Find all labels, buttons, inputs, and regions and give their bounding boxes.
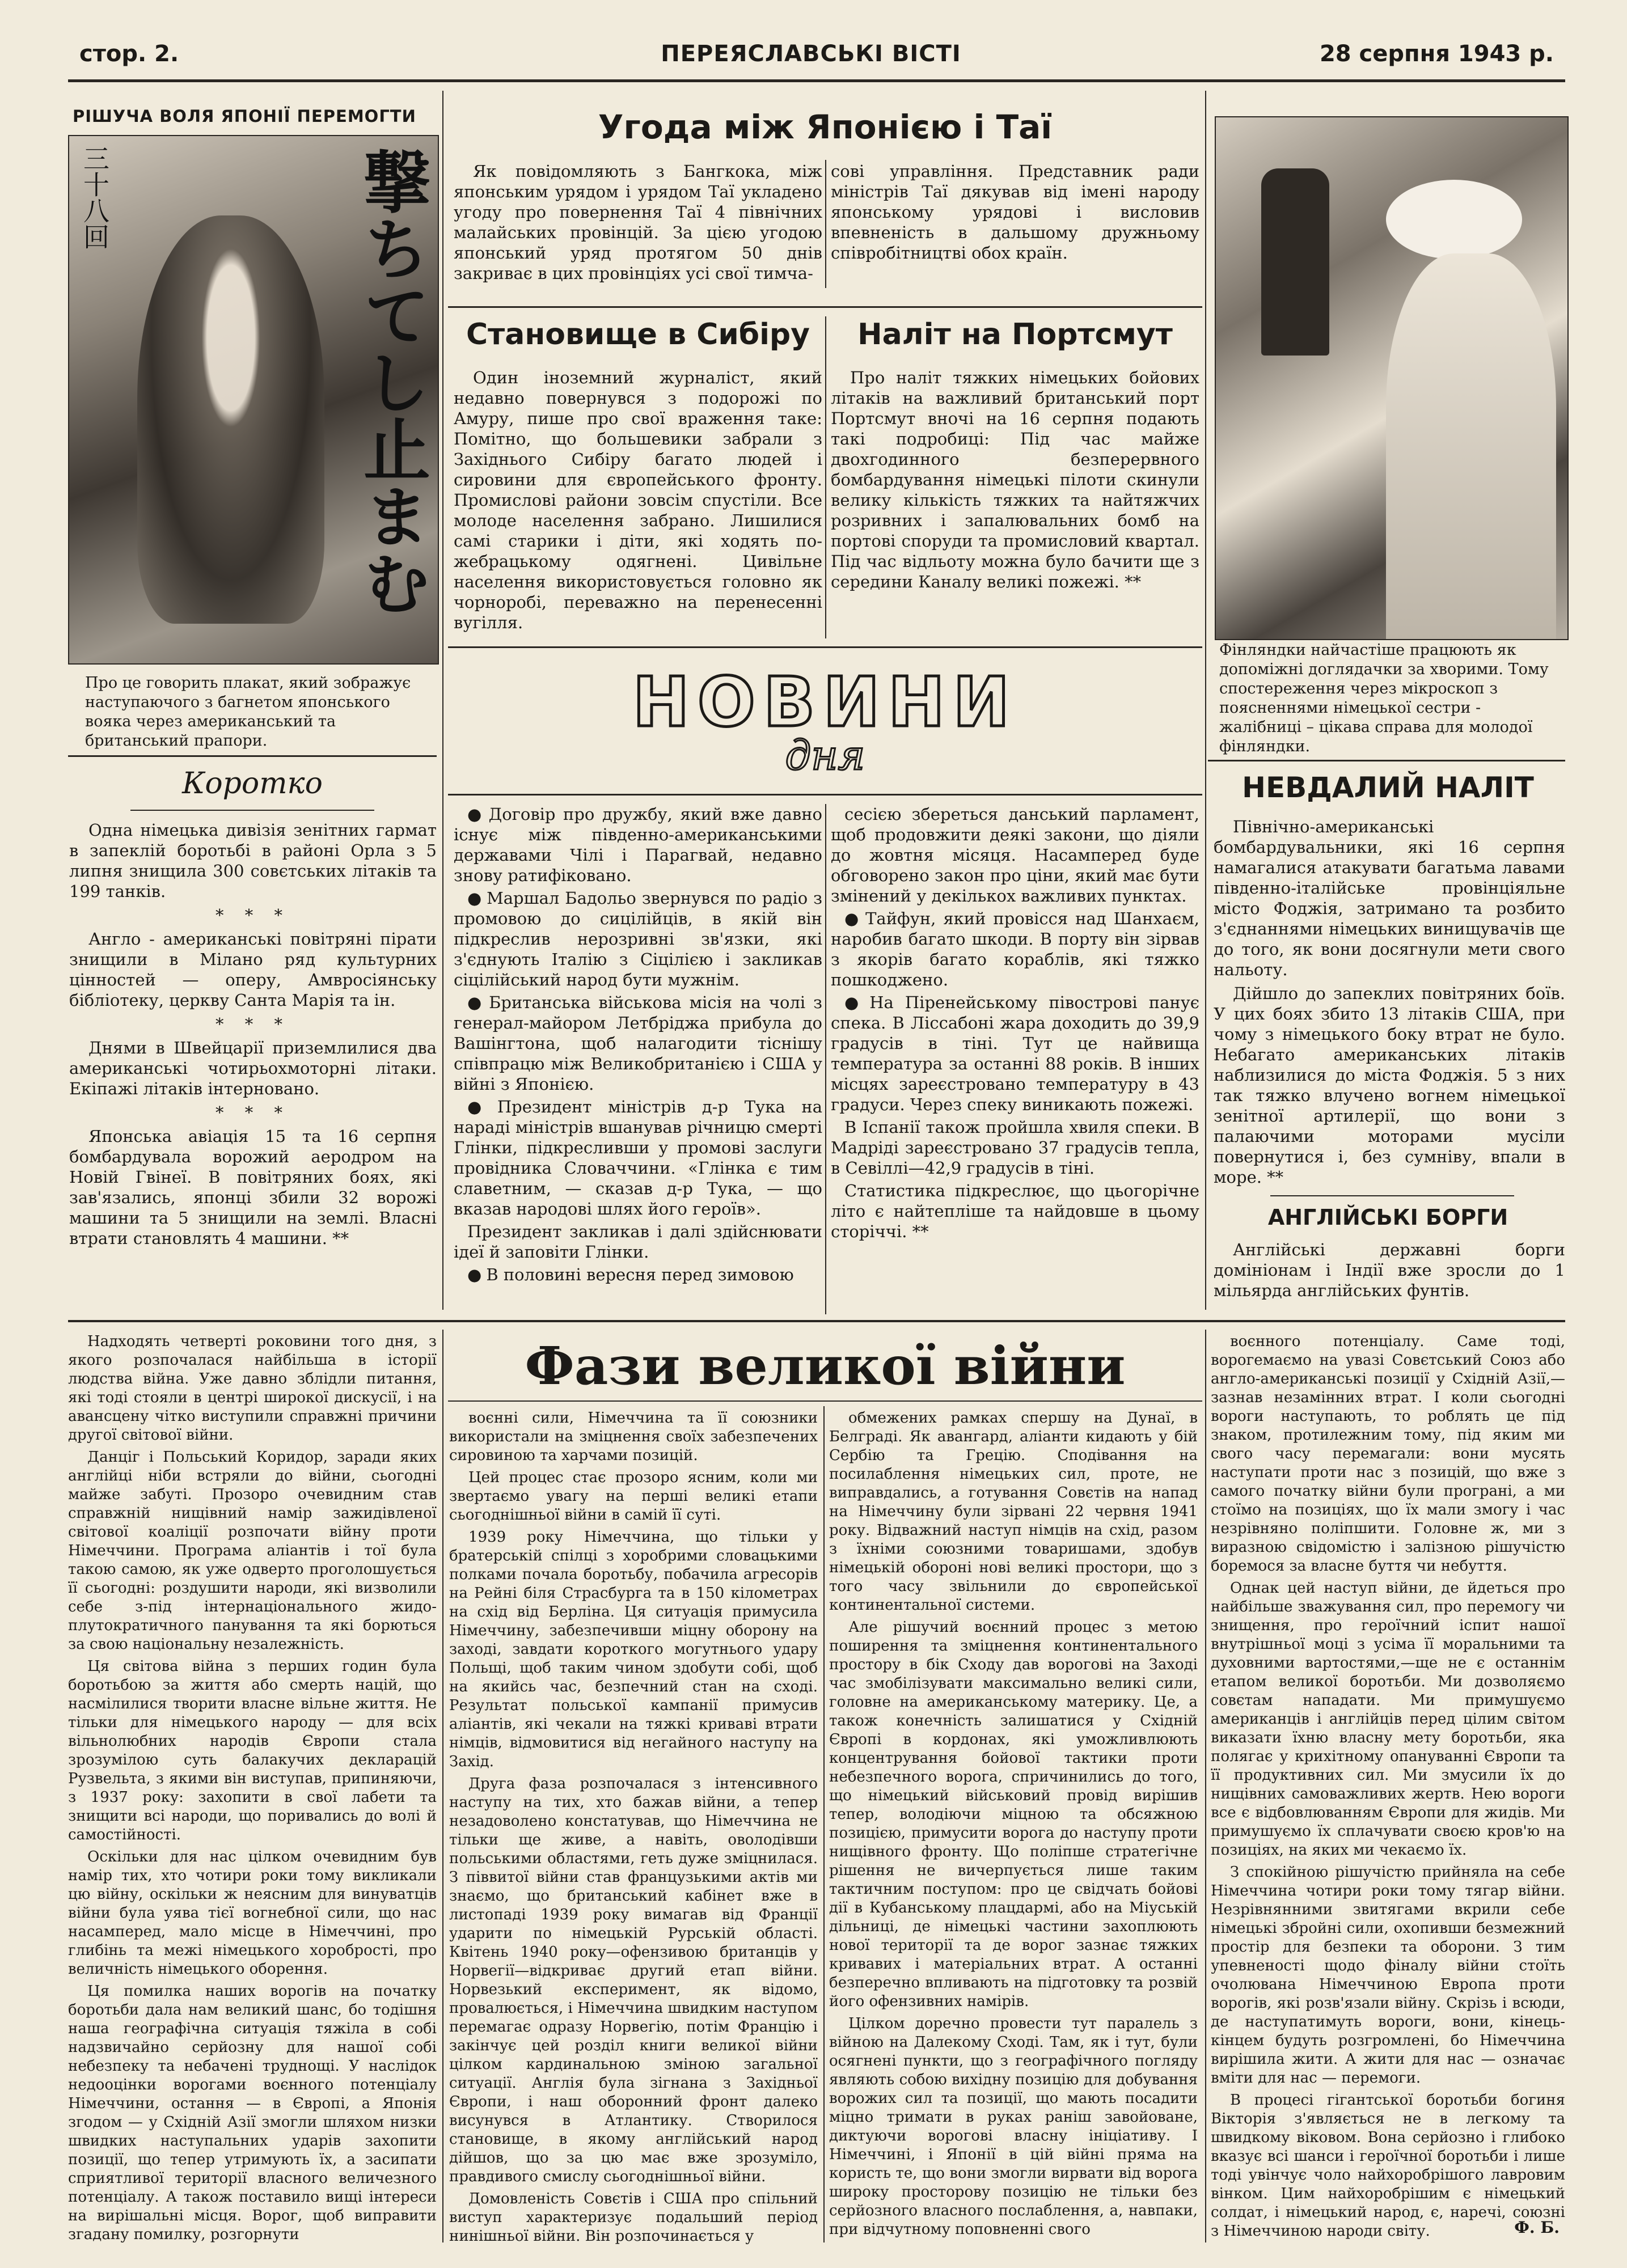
nurses-photo <box>1215 116 1569 640</box>
briefly-separator: * * * <box>215 905 290 925</box>
portsmouth-title: Наліт на Портсмут <box>857 318 1173 352</box>
phases-para: Друга фаза розпочалася з інтенсивного наступу на тих, хто бажав війни, а тепер незадоволено констатував, що Німеччина не тільки ще живе, а навіть, оволодівши польськими областями, геть дуже зміцнилася. З піввитої війни став французькими актів ми знаємо, що британський кабінет вже в листопаді 1939 року вимагав від Франції ударити по німецькій Рурській області. Квітень 1940 року—офензивою британців у Норвегії—відкриває другий етап війни. Норвезький експеримент, як відомо, провалюється, і Німеччина швидким наступом перемагає одразу Норвегію, потім Францію і закінчує цей розділ книги великої війни цілком кардинальною зміною загальної ситуації. Англія була зігнана з Західньої Європи, і наш оборонний фронт далеко висунувся в Атлантику. Створилося становище, в якому англійський народ дійшов, що за цю має вже зрозуміло, правдивого смислу сьогоднішньої війни. <box>449 1775 818 2185</box>
news-item: ● Тайфун, який провісся над Шанхаєм, наробив багато шкоди. В порту він зірвав з якорів багато кораблів, які тяжко пошкоджено. <box>831 908 1199 990</box>
news-item: Президент закликав і далі здійснювати ідеї й заповіти Глінки. <box>454 1222 822 1262</box>
left-column-rule <box>442 91 443 1310</box>
news-col2 <box>831 804 1199 1314</box>
phases-para: В процесі гігантської боротьби богиня Вікторія з'являється не в легкому та швидкому віковом. Вона серйозно і глибоко вказує всі шанси і героїчної боротьби і лише тоді увінчує чоло найхоробрішого лавровим вінком. Цим найхоробрішим є німецький солдат, і німецький народ, є, наречі, союзні з Німеччиною народи світу. <box>1211 2092 1565 2240</box>
news-divider <box>825 804 826 1314</box>
briefly-title-rule <box>130 810 374 811</box>
briefly-separator: * * * <box>215 1103 290 1122</box>
english-debts-title: АНГЛІЙСЬКІ БОРГИ <box>1267 1205 1508 1230</box>
japan-thai-col1: Як повідомляють з Бангкока, між японським урядом і урядом Таї укладено угоду про повернення Таї 4 північних малайських провінцій. За цією угодою японський уряд протягом 50 днів закриває в цих провінціях усі свої тимча- <box>454 162 822 283</box>
phases-col1 <box>68 1332 437 2243</box>
phases-para: Однак цей наступ війни, де йдеться про найбільше зважування сил, про перемогу чи знищення, про героїчний іспит нашої внутрішньої моці з усіма її моральними та духовними вартостями,—ще не є останнім етапом великої боротьби. Ми дозволяємо совєтам нападати. Ми примушуємо американців і англійців перед цілим світом виказати їхню власну мету боротьби, яка полягає у крихітному опануванні Європи та її продуктивних сил. Ми змусили їх до нищівних самоважливих жертв. Нею вороги все є відбовлюванням Європи для жидів. Ми примушуємо їх сплачувати своєю кров'ю на позиціях, на яких ми чекаємо їх. <box>1211 1580 1565 1859</box>
portsmouth-text: Про наліт тяжких німецьких бойових літаків на важливий британський порт Портсмут вночі на 16 серпня подають такі подробиці: Під час майже двохгодинного безперервного бомбардування німецькі пілоти скинули велику кількість тяжких та найтяжчих розривних і запалювальних бомб на портові споруди та промисловий квартал. Під час відльоту можна було бачити ще з середини Каналу великі пожежі. ** <box>831 368 1199 591</box>
briefly-item: Англо - американські повітряні пірати знищили в Мілано ряд культурних цінностей — оперу, Амвросіянську бібліотеку, церкву Санта Марія та ін. <box>69 929 437 1010</box>
news-item: ● В половині вересня перед зимовою <box>454 1264 822 1285</box>
poster-lettering-small: 三十八回 <box>79 145 110 249</box>
phases-para: обмежених рамках спершу на Дунаї, в Белграді. Як авангард, аліанти кидають у бій Сербію та Грецію. Сподівання на посилаблення німецьких сил, проте, не виправдались, а готування Совєтів на напад на Німеччину були зірвані 22 червня 1941 року. Відважний наступ німців на схід, разом з їхніми союзними товаришами, здобув німецькій обороні нові великі простори, що з того часу звільнили до європейської континентальної системи. <box>829 1410 1198 1614</box>
poster-image <box>68 135 439 665</box>
poster-caption: Про це говорить плакат, який зображує наступаючого з багнетом японського вояка через американський та британський прапори. <box>85 674 411 750</box>
phases-para: Надходять четверті роковини того дня, з якого розпочалася найбільша в історії людства війна. Уже давно зблідли питання, які тоді стояли в центрі широкої дискусії, і на авансцену чітко виступили справжні причини другої світової війни. <box>68 1333 437 1444</box>
news-item: сесією збереться данський парламент, щоб продовжити деякі закони, що діяли до жовтня місяця. Насамперед буде обговорено закон про ціни, який має бути змінений у декількох важливих пунктах. <box>831 805 1199 905</box>
poster-caption-top: РІШУЧА ВОЛЯ ЯПОНІЇ ПЕРЕМОГТИ <box>73 107 416 126</box>
right-column-rule <box>1205 91 1206 1310</box>
poster-rule <box>68 755 437 757</box>
news-item: ● Договір про дружбу, який вже давно існує між південно-американськими державами Чілі і Парагвай, недавно знову ратифіковано. <box>454 804 822 886</box>
briefly-title: Коротко <box>182 767 323 801</box>
phases-para: Але рішучий воєнний процес з метою поширення та зміцнення континентального простору в бік Сходу дав ворогові на Заході час змобілізувати максимально великі сили, головне на американському материку. Це, а також конечність залишатися у Східній Європі в кордонах, які уможливлюють концентрування бойової тактики проти небезпечного ворога, спричинились до того, що німецький військовий провід вирішив тепер, володіючи міцною та обсяжною позицією, примусити ворога до наступу проти нищівного фронту. Що поліпше стратегічне рішення не вичерпується лише таким тактичним поступом: про це свідчать бойові дії в Кубанському плацдармі, або на Міуській дільниці, де німецькі частини захоплюють нової території та де ворог зазнає тяжких кривавих і матеріальних втрат. А останні безперечно впливають на підготовку та розвій його офензивних намірів. <box>829 1619 1198 2010</box>
phases-divider <box>442 1330 443 2242</box>
phases-col2 <box>449 1409 818 2245</box>
news-item: ● Британська військова місія на чолі з генерал-майором Летбріджа прибула до Вашінгтона, щоб налагодити тіснішу співпрацю між Великобританією і США у війні з Японією. <box>454 992 822 1094</box>
news-col1 <box>454 804 822 1314</box>
debts-rule <box>1270 1195 1514 1196</box>
failed-raid-body <box>1214 816 1565 1185</box>
phases-para: Цілком доречно провести тут паралель з війною на Далекому Сході. Там, як і тут, були осягнені пункти, що з географічного погляду являють собою вихідну позицію для добування ворожих сил та позиції, що мають посадити міцно тримати в руках раніш завойоване, диктуючи ворогові власну ініціативу. І Німеччині, і Японії в цій війні пряма на користь те, що вони змогли вирвати від ворога широку просторову позицію не тільки без серйозного власного послаблення, а, навпаки, при відчутному поповненні свого <box>829 2015 1198 2238</box>
siberia-portsmouth-divider <box>825 316 826 638</box>
section-rule <box>68 1320 1565 1322</box>
phases-para: Данціг і Польський Коридор, заради яких англійці ніби встряли до війни, сьогодні майже забуті. Прозоро очевидним став справжній нищівний намір зажидівленої світової коаліції розпочати війну проти Німеччини. Програма аліантів і тої була такою самою, як уже одверто проголошується її сьогодні: роздушити народи, які визволили себе з-під інтернаціонального жидо-плутократичного панування та які борються за свою національну незалежність. <box>68 1449 437 1653</box>
soldier-figure <box>137 215 324 624</box>
phases-para: Ця помилка наших ворогів на початку боротьби дала нам великий шанс, бо тодішня наша географічна ситуація тяжіла в собі надзвичайно серйозну для нашої собі небезпеку та небачені труднощі. У наслідок недооцінки ворогами воєнного потенціалу Німеччини, остання — в Європі, а Японія згодом — у Східній Азії змогли шляхом низки швидких наступальних ударів захопити позиції, що тепер утримують їх, а засипати сприятливої території власного величезного потенціалу. А також поставило вищі інтереси на вирішальні місця. Ворог, щоб виправити згадану помилку, розгорнути <box>68 1983 437 2243</box>
news-banner-top-rule <box>448 646 1202 648</box>
nurses-caption: Фінляндки найчастіше працюють як допоміжні доглядачки за хворими. Тому спостереження через мікроскоп з поясненнями німецької сестри - жалібниці – цікава справа для молодої фінляндки. <box>1219 641 1549 755</box>
phases-title-rule <box>448 1400 1202 1402</box>
briefly-item: Днями в Швейцарії приземлилися два американські чотирьохмоторні літаки. Екіпажі літаків інтерновано. <box>69 1038 437 1098</box>
nurse-figure <box>1386 253 1556 639</box>
phases-divider <box>823 1406 825 2242</box>
failed-raid-title: НЕВДАЛИЙ НАЛІТ <box>1242 771 1534 804</box>
nurses-rule <box>1208 760 1565 761</box>
news-item: ● Президент міністрів д-р Тука на нараді міністрів вшанував річницю смерті Глінки, підкресливши у промові заслуги провідника Словаччини. «Глінка є тим славетним, — сказав д-р Тука, — що вказав народові шлях його героїв». <box>454 1097 822 1219</box>
briefly-item: Одна німецька дивізія зенітних гармат в запеклій боротьбі в районі Орла з 5 липня знищила 300 совєтських літаків та 199 танків. <box>69 820 437 901</box>
news-subtitle: дня <box>785 731 865 779</box>
phases-para: воєнні сили, Німеччина та її союзники використали на зміцнення своїх забезпечених сировиною та харчами позицій. <box>449 1410 818 1464</box>
failed-raid-para: Північно-американські бомбардувальники, які 16 серпня намагалися атакувати багатьма лавами південно-італійське провінціяльне місто Фоджія, затримано та розбито з'єднаннями німецьких винищувачів ще до того, як вони досягнули мети свого нальоту. <box>1214 817 1565 979</box>
page-number: стор. 2. <box>79 41 179 67</box>
news-item: В Іспанії також пройшла хвиля спеки. В Мадріді зареєстровано 37 градусів тепла, в Севіллі—42,9 градусів в тіні. <box>831 1118 1199 1178</box>
newspaper-name: ПЕРЕЯСЛАВСЬКІ ВІСТІ <box>661 41 961 67</box>
english-debts-text: Англійські державні борги домініонам і Індії вже зросли до 1 мільярда англійських фунтів. <box>1214 1240 1565 1300</box>
news-item: ● Маршал Бадольо звернувся по радіо з промовою до сицілійців, в якій він підкреслив нерозривні зв'язки, які з'єднують Італію з Сіцілією і закликав сіцілійський народ бути мужнім. <box>454 888 822 990</box>
japan-thai-divider <box>825 160 826 288</box>
siberia-text: Один іноземний журналіст, який недавно повернувся з подорожі по Амуру, пише про свої враження таке: Помітно, що большевики забрали з Західнього Сибіру багато людей і сировини для європейського фронту. Промислові райони зовсім спустіли. Все молоде населення забрано. Лишилися самі старики і діти, які ходять по-жебрацькому одягнені. Цивільне населення використовується головно як чорноробі, переважно на перенесенні вугілля. <box>454 368 822 632</box>
phases-para: Оскільки для нас цілком очевидним був намір тих, хто чотири роки тому викликали цю війну, оскільки ж неясним для винуватців війни була уява тієї вогнебної сили, що нас насамперед, мало місце в Німеччині, про глибінь та межі німецького хоробрості, про величність німецького оборення. <box>68 1848 437 1978</box>
briefly-body <box>69 820 437 1319</box>
phases-col3 <box>829 1409 1198 2242</box>
news-item: Статистика підкреслює, що цьогорічне літо є найтепліше та найдовше в цьому сторіччі. ** <box>831 1181 1199 1241</box>
news-item: ● На Піренейському півострові панує спека. В Ліссабоні жара доходить до 39,9 градусів в тіні. Тут це найвища температура за останні 88 років. В інших місцях зареєстровано температуру в 43 градуси. Через спеку виникають пожежі. <box>831 992 1199 1115</box>
phases-signature: Ф. Б. <box>1514 2218 1560 2237</box>
phases-para: Ця світова війна з перших годин була боротьбою за життя або смерть націй, що насмілилися творити власне вільне життя. Не тільки для німецького народу — для всіх вільнолюбних народів Європи стала зрозумілою суть балакучих декларацій Рузвельта, з якими він виступав, припиняючи, з 1937 року: захопити в свої лабети та знищити всі народи, що поривались до волі й самостійності. <box>68 1658 437 1843</box>
phases-para: Цей процес стає прозоро ясним, коли ми звертаємо увагу на перші великі етапи сьогоднішньої війни в самій її суті. <box>449 1469 818 1524</box>
phases-para: 1939 року Німеччина, що тільки у братерській спілці з хоробрими словацькими полками почала боротьбу, побачила агресорів на Рейні біля Страсбурга та в 150 кілометрах на схід від Берліна. Ця ситуація примусила Німеччину, забезпечивши міцну оборону на заході, завдати короткого могутнього удару Польщі, щоб таким чином здобути собі, щоб на якийсь час, безпечний стан на сході. Результат польської кампанії примусив аліантів, які чекали на тяжкі криваві втрати німців, відмовитися від негайного наступу на Захід. <box>449 1529 818 1770</box>
phases-para: З спокійною рішучістю прийняла на себе Німеччина чотири роки тому тягар війни. Незрівнянними звитягами вкрили себе німецькі збройні сили, охопивши безмежний простір для безпеки та оборони. З тим упевненості щодо фіналу війни стоїть очолювана Німеччиною Европа проти ворогів, які розв'язали війну. Скрізь і всюди, де наступатимуть вороги, вони, кінець-кінцем будуть розгромлені, бо Німеччина вирішила жити. А жити для нас — означає вміти для нас — перемоги. <box>1211 1864 1565 2087</box>
nurse-cap <box>1386 180 1522 259</box>
phases-para: Домовленість Совєтів і США про спільний виступ характеризує подальший період нинішньої війни. Він розпочинається у <box>449 2190 818 2245</box>
news-banner-bottom-rule <box>448 794 1202 796</box>
news-title: НОВИНИ <box>632 663 1018 742</box>
microscope <box>1261 168 1329 356</box>
japan-thai-col2: сові управління. Представник ради міністрів Таї дякував від імені народу японському урядові і висловив впевненість в дальшому дружньому співробітництві обох країн. <box>831 162 1199 263</box>
japan-thai-rule <box>448 306 1202 308</box>
siberia-title: Становище в Сибіру <box>466 318 810 352</box>
japan-thai-title: Угода між Японією і Таї <box>598 108 1053 146</box>
briefly-separator: * * * <box>215 1014 290 1034</box>
briefly-item: Японська авіація 15 та 16 серпня бомбардувала ворожий аеродром на Новій Гвінеї. В повітряних боях, які зав'язались, японці збили 32 ворожі машини та 5 знищили на землі. Власні втрати становлять 4 машини. ** <box>69 1127 437 1248</box>
header-rule <box>68 79 1565 82</box>
failed-raid-para: Дійшло до запеклих повітряних боїв. У цих боях збито 13 літаків США, при чому з німецького боку втрат не було. Небагато американських літаків наблизилися до міста Фоджія. 5 з них так тяжко влучено вогнем німецької зенітної артилерії, що вони з палаючими моторами мусіли повернутися і, без сумніву, впали в море. ** <box>1214 984 1565 1187</box>
issue-date: 28 серпня 1943 р. <box>1319 41 1554 67</box>
phases-para: воєнного потенціалу. Саме тоді, ворогемаємо на увазі Совєтський Союз або англо-американські позиції у Східній Азії,—зазнав незамінних втрат. І коли сьогодні вороги наступають, то роблять це під знаком, протилежним тому, під яким ми свого часу перемагали: вони мусять наступати проти нас з позицій, що вже з самого початку війни були програні, а ми стоїмо на позиціях, що їх мали змогу і час незрівняно поліпшити. Головне ж, ми з виразною свідомістю і залізною рішучістю боремося за власне буття чи небуття. <box>1211 1333 1565 1575</box>
news-banner <box>448 652 1202 794</box>
phases-title: Фази великої війни <box>525 1335 1126 1397</box>
phases-divider <box>1205 1330 1206 2242</box>
poster-lettering: 撃ちてし止まむ <box>352 147 430 616</box>
